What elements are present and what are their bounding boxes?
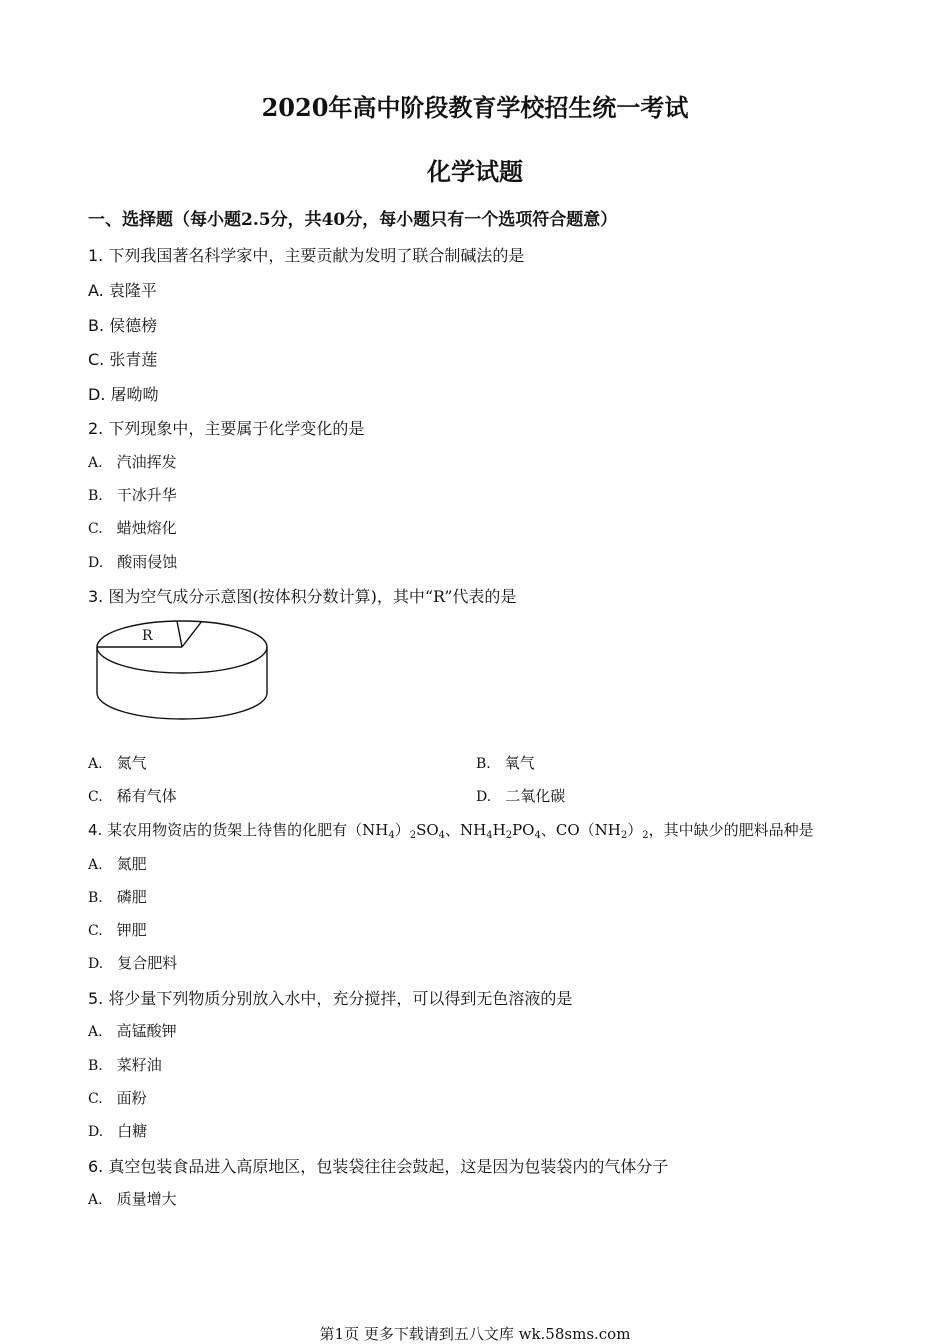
q6-option-a <box>88 1188 177 1209</box>
option-key: B. <box>88 316 105 335</box>
cylinder-side <box>97 647 267 719</box>
option-text: 面粉 <box>116 1089 147 1107</box>
option-text: 白糖 <box>117 1122 148 1140</box>
question-6 <box>88 1154 668 1177</box>
question-2 <box>88 416 364 439</box>
q4-option-c <box>88 919 147 940</box>
option-text: 氮肥 <box>116 855 147 873</box>
option-key: D. <box>88 555 104 571</box>
option-key: A. <box>88 281 104 300</box>
option-key: A. <box>88 756 103 772</box>
option-key: A. <box>88 1192 103 1208</box>
option-key: B. <box>476 756 491 772</box>
option-text: 袁隆平 <box>108 281 157 300</box>
question-number: 4. <box>88 821 103 839</box>
option-key: C. <box>88 789 103 805</box>
q5-option-c <box>88 1087 147 1108</box>
q2-option-a <box>88 451 177 472</box>
air-composition-figure <box>94 617 270 723</box>
option-key: B. <box>88 488 103 504</box>
q5-option-b <box>88 1054 162 1075</box>
option-text: 氧气 <box>504 754 535 772</box>
exam-subtitle: 化学试题 <box>427 157 523 186</box>
question-3 <box>88 584 516 607</box>
option-key: A. <box>88 1024 103 1040</box>
q3-option-a <box>88 752 147 773</box>
q1-option-d <box>88 382 159 405</box>
q4-option-a <box>88 853 147 874</box>
page-footer: 第1页 更多下载请到五八文库 wk.58sms.com <box>319 1325 631 1343</box>
q5-option-a <box>88 1020 177 1041</box>
option-text: 屠呦呦 <box>110 385 159 404</box>
option-key: B. <box>88 1058 103 1074</box>
question-text: 真空包装食品进入高原地区，包装袋往往会鼓起，这是因为包装袋内的气体分子 <box>108 1157 669 1176</box>
section-heading: 一、选择题（每小题2.5分，共40分，每小题只有一个选项符合题意） <box>88 210 618 230</box>
option-text: 酸雨侵蚀 <box>117 553 178 571</box>
option-key: D. <box>88 385 106 404</box>
option-key: D. <box>88 1124 104 1140</box>
option-text: 磷肥 <box>116 888 147 906</box>
question-text: 将少量下列物质分别放入水中，充分搅拌，可以得到无色溶液的是 <box>108 989 573 1008</box>
option-text: 干冰升华 <box>116 486 177 504</box>
question-number: 1. <box>88 246 104 265</box>
option-text: 质量增大 <box>116 1190 177 1208</box>
option-text: 汽油挥发 <box>116 453 177 471</box>
option-key: C. <box>88 923 103 939</box>
option-text: 侯德榜 <box>109 316 158 335</box>
option-text: 二氧化碳 <box>505 787 566 805</box>
q1-option-a <box>88 278 157 301</box>
q2-option-b <box>88 484 177 505</box>
option-text: 蜡烛熔化 <box>116 519 177 537</box>
option-key: C. <box>88 1091 103 1107</box>
q3-option-d <box>476 785 565 806</box>
q2-option-c <box>88 517 177 538</box>
question-4 <box>88 819 814 841</box>
question-number: 5. <box>88 989 104 1008</box>
q5-option-d <box>88 1120 147 1141</box>
option-text: 复合肥料 <box>117 954 178 972</box>
q4-option-b <box>88 886 147 907</box>
option-text: 高锰酸钾 <box>116 1022 177 1040</box>
option-key: C. <box>88 521 103 537</box>
option-key: A. <box>88 455 103 471</box>
q1-option-c <box>88 347 157 370</box>
sector-line-2 <box>177 621 182 647</box>
option-text: 钾肥 <box>116 921 147 939</box>
option-text: 菜籽油 <box>116 1056 162 1074</box>
option-key: A. <box>88 857 103 873</box>
option-key: D. <box>476 789 492 805</box>
option-key: C. <box>88 350 105 369</box>
exam-title: 2020年高中阶段教育学校招生统一考试 <box>261 93 689 122</box>
question-5 <box>88 986 572 1009</box>
q3-option-c <box>88 785 177 806</box>
q3-option-b <box>476 752 535 773</box>
option-text: 氮气 <box>116 754 147 772</box>
option-key: D. <box>88 956 104 972</box>
question-text: 下列现象中，主要属于化学变化的是 <box>108 419 365 438</box>
sector-label-r: R <box>142 628 153 644</box>
sector-line-3 <box>182 621 202 647</box>
question-number: 2. <box>88 419 104 438</box>
question-number: 6. <box>88 1157 104 1176</box>
question-text: 下列我国著名科学家中，主要贡献为发明了联合制碱法的是 <box>108 246 525 265</box>
question-text: 某农用物资店的货架上待售的化肥有$(NH_4)_2SO_4$、$NH_4H_2PO_4$、$CO(NH_2)_2$，其中缺少的肥料品种是 <box>107 821 814 841</box>
q1-option-b <box>88 313 157 336</box>
option-text: 稀有气体 <box>116 787 177 805</box>
option-text: 张青莲 <box>109 350 158 369</box>
question-1 <box>88 243 524 266</box>
question-text: 图为空气成分示意图(按体积分数计算)，其中“R”代表的是 <box>108 587 517 606</box>
q4-option-d <box>88 952 177 973</box>
q2-option-d <box>88 551 177 572</box>
question-number: 3. <box>88 587 104 606</box>
option-key: B. <box>88 890 103 906</box>
